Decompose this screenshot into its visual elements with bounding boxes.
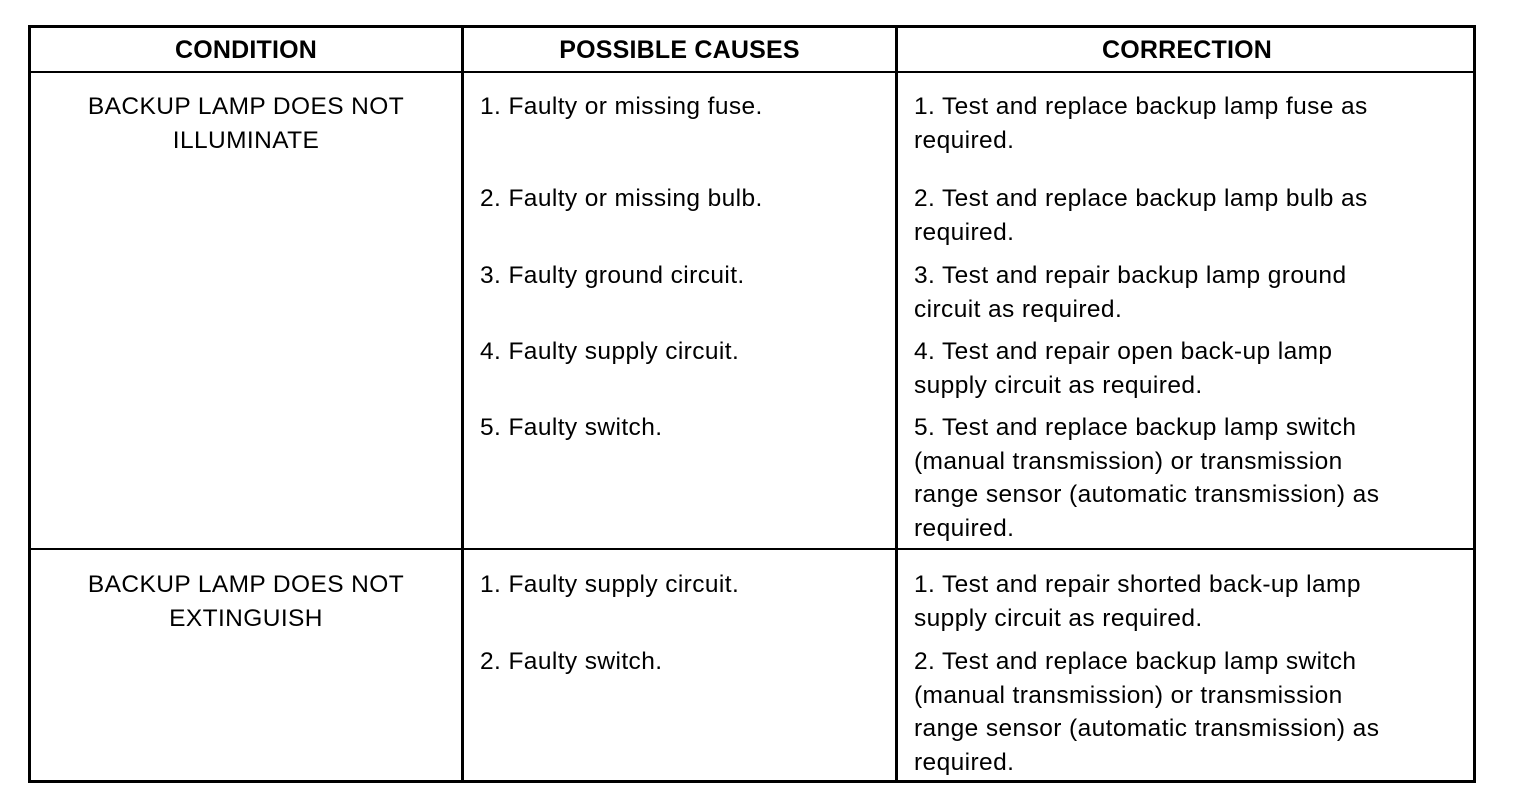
correction-item (914, 259, 1346, 326)
diagnosis-table (28, 25, 1476, 783)
correction-line: range sensor (automatic transmission) as (914, 481, 1380, 508)
row-divider (31, 548, 1473, 550)
correction-item (914, 645, 1379, 779)
condition-cell (31, 90, 461, 157)
column-divider (895, 28, 898, 780)
correction-line: required. (914, 748, 1015, 776)
cause-item: 1. Faulty or missing fuse. (480, 93, 763, 120)
condition-line: BACKUP LAMP DOES NOT (87, 93, 405, 120)
condition-cell (31, 568, 461, 635)
cause-item: 2. Faulty switch. (480, 648, 663, 675)
correction-line: (manual transmission) or transmission (914, 681, 1343, 709)
correction-line: 2. Test and replace backup lamp switch (914, 648, 1357, 675)
header-possible-causes: POSSIBLE CAUSES (559, 35, 800, 64)
correction-line: required. (914, 126, 1015, 154)
correction-item (914, 335, 1332, 402)
correction-line: required. (914, 514, 1015, 542)
correction-line: 2. Test and replace backup lamp bulb as (914, 185, 1368, 212)
correction-line: 1. Test and replace backup lamp fuse as (914, 93, 1368, 120)
column-divider (461, 28, 464, 780)
correction-line: required. (914, 218, 1015, 246)
cause-item: 5. Faulty switch. (480, 414, 663, 441)
correction-line: 1. Test and repair shorted back-up lamp (914, 571, 1361, 598)
cause-item: 1. Faulty supply circuit. (480, 571, 740, 598)
correction-line: supply circuit as required. (914, 371, 1203, 399)
correction-item (914, 568, 1361, 635)
cause-item: 3. Faulty ground circuit. (480, 262, 745, 289)
cause-item: 2. Faulty or missing bulb. (480, 185, 763, 212)
correction-line: 4. Test and repair open back-up lamp (914, 338, 1333, 365)
header-correction: CORRECTION (1101, 35, 1273, 64)
correction-line: (manual transmission) or transmission (914, 447, 1343, 475)
cause-item: 4. Faulty supply circuit. (480, 338, 740, 365)
correction-line: supply circuit as required. (914, 604, 1203, 632)
header-condition: CONDITION (174, 35, 318, 64)
correction-item (914, 182, 1368, 249)
correction-line: 5. Test and replace backup lamp switch (914, 414, 1357, 441)
correction-item (914, 90, 1368, 157)
condition-line: ILLUMINATE (172, 126, 320, 154)
condition-line: BACKUP LAMP DOES NOT (87, 571, 405, 598)
correction-item (914, 411, 1379, 545)
correction-line: 3. Test and repair backup lamp ground (914, 262, 1347, 289)
correction-line: circuit as required. (914, 295, 1123, 323)
correction-line: range sensor (automatic transmission) as (914, 715, 1380, 742)
condition-line: EXTINGUISH (169, 604, 323, 632)
